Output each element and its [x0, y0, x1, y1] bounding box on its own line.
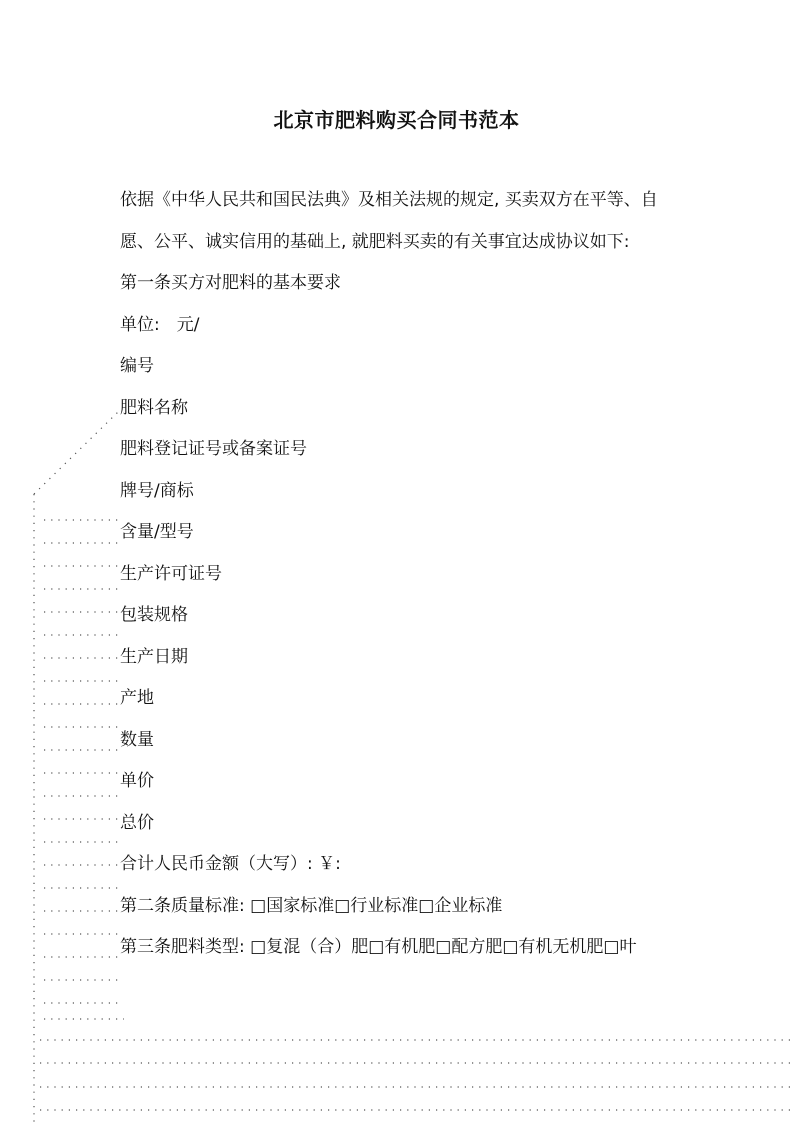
field-registration-number: 肥料登记证号或备案证号 — [120, 439, 307, 459]
field-brand-trademark: 牌号/商标 — [120, 480, 194, 501]
field-package-spec: 包装规格 — [120, 605, 188, 625]
field-unit-price: 单价 — [120, 771, 154, 791]
field-total-price: 总价 — [120, 812, 154, 833]
field-production-license: 生产许可证号 — [120, 563, 222, 584]
field-total-amount-rmb: 合计人民币金额（大写）: ￥: — [120, 854, 341, 874]
intro-paragraph: 依据《中华人民共和国民法典》及相关法规的规定, 买卖双方在平等、自愿、公平、诚实信用的基础上, 就肥料买卖的有关事宜达成协议如下: — [120, 190, 658, 252]
article-1-heading: 第一条买方对肥料的基本要求 — [120, 273, 341, 293]
article-3-fertilizer-type: 第三条肥料类型: □复混（合）肥□有机肥□配方肥□有机无机肥□叶 — [120, 937, 637, 957]
article-2-quality-standard: 第二条质量标准: □国家标准□行业标准□企业标准 — [120, 895, 503, 916]
field-quantity: 数量 — [120, 729, 154, 750]
field-origin: 产地 — [120, 688, 154, 708]
field-fertilizer-name: 肥料名称 — [120, 397, 188, 418]
field-unit: 单位: 元/ — [120, 314, 200, 335]
document-title: 北京市肥料购买合同书范本 — [273, 108, 520, 132]
field-content-model: 含量/型号 — [120, 522, 194, 542]
field-number: 编号 — [120, 356, 154, 376]
document-body — [120, 180, 680, 969]
field-production-date: 生产日期 — [120, 646, 188, 667]
